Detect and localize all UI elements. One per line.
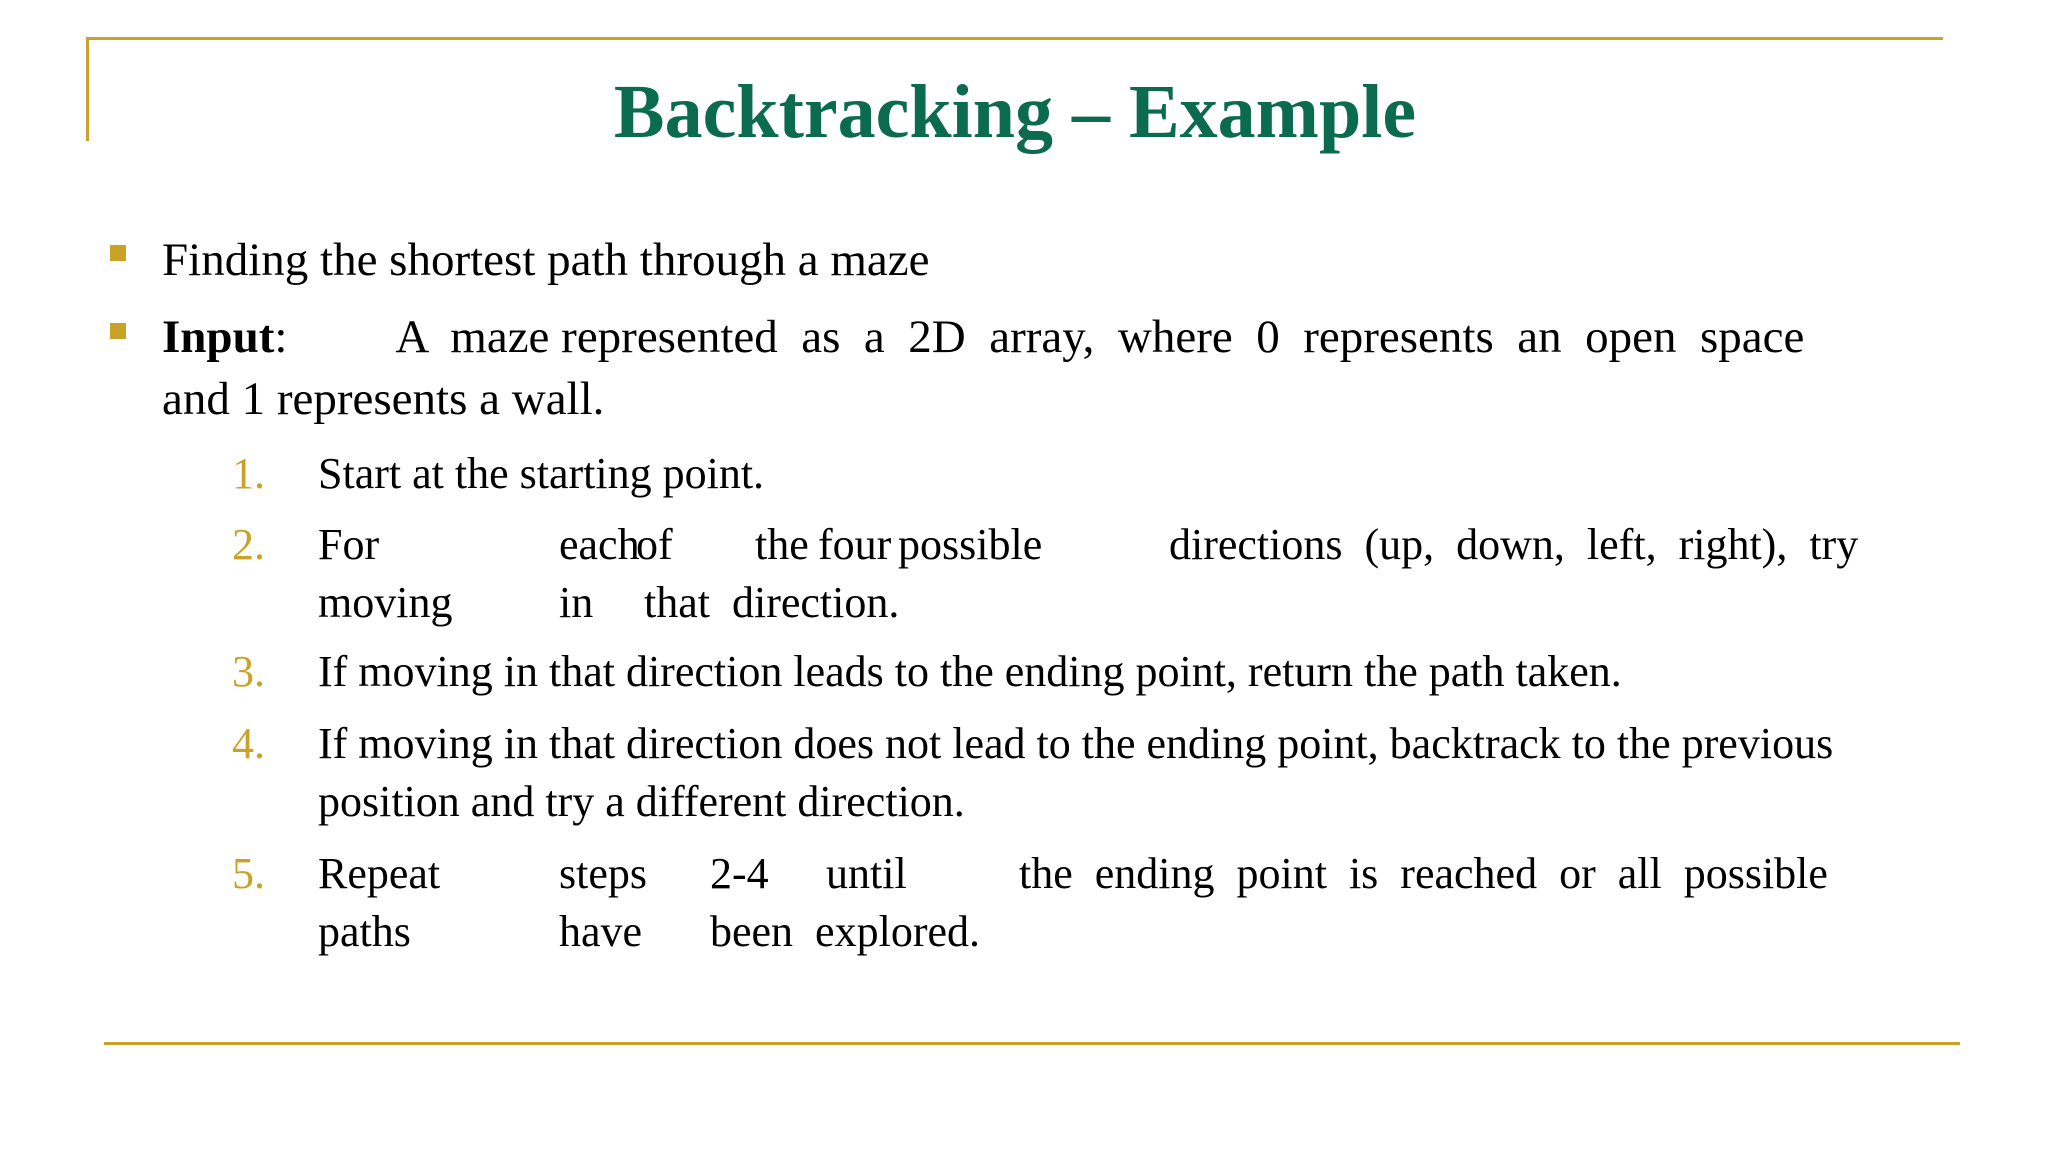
bullet-input-line1	[162, 307, 1804, 367]
step-word: Repeat	[318, 849, 441, 898]
slide-title: Backtracking – Example	[613, 70, 1417, 154]
step-word: paths	[318, 907, 411, 956]
input-label: Input	[162, 311, 275, 363]
step-text: If moving in that direction leads to the ending point, return the path taken.	[318, 647, 1622, 696]
step-word: steps	[559, 849, 647, 898]
step-word: in	[559, 578, 594, 627]
step-word: until	[826, 849, 907, 898]
step-word: possible	[898, 520, 1043, 569]
bullet-maze-text: Finding the shortest path through a maze	[162, 234, 930, 286]
step-word: directions (up, down, left, right), try	[1169, 520, 1859, 569]
step-word: For	[318, 520, 380, 569]
step-word: four	[818, 520, 892, 569]
top-rule	[86, 37, 1943, 40]
step-text-line1: If moving in that direction does not lead to the ending point, backtrack to the previous	[318, 719, 1834, 768]
step-word: that direction.	[644, 578, 900, 627]
step-word: moving	[318, 578, 453, 627]
step-word: each	[559, 520, 640, 569]
step-number: 4.	[232, 719, 265, 768]
step-number: 2.	[232, 520, 265, 569]
square-bullet-icon	[110, 323, 126, 339]
step-word: been explored.	[710, 907, 980, 956]
step-word: of	[636, 520, 673, 569]
step-number: 3.	[232, 647, 265, 696]
square-bullet-icon	[110, 245, 126, 261]
step-number: 1.	[232, 449, 265, 498]
step-word: the ending point is reached or all possible	[1019, 849, 1828, 898]
step-word: have	[559, 907, 643, 956]
input-description: A maze represented as a 2D array, where 0 represents an open space	[395, 311, 1805, 363]
input-colon: :	[274, 311, 288, 363]
step-word: the	[755, 520, 809, 569]
bullet-input-line2: and 1 represents a wall.	[162, 373, 605, 425]
step-text-line2: position and try a different direction.	[318, 777, 965, 826]
step-number: 5.	[232, 849, 265, 898]
step-text: Start at the starting point.	[318, 449, 765, 498]
step-word: 2-4	[710, 849, 769, 898]
bottom-rule	[104, 1042, 1960, 1045]
